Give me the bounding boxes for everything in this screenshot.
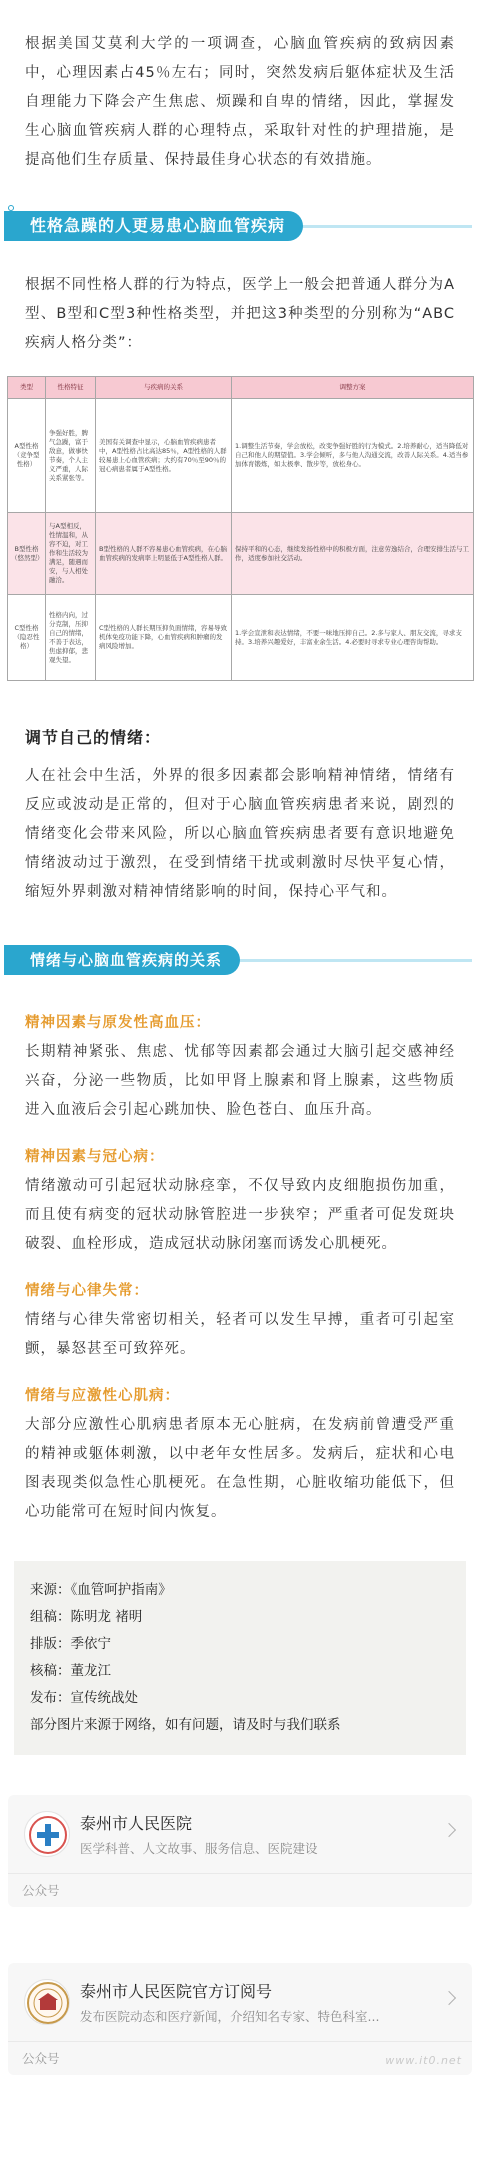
table-row <box>8 513 474 595</box>
emotion-item <box>0 1277 480 1364</box>
emotion-item-heading: 情绪与应激性心肌病： <box>25 1388 180 1404</box>
chevron-right-icon <box>442 1991 456 2005</box>
table-cell-traits: 与A型相反，性情温和，从容不迫，对工作和生活较为满足，随遇而安，与人相处融洽。 <box>46 513 96 595</box>
adjust-heading: 调节自己的情绪： <box>25 728 162 747</box>
adjust-paragraph: 人在社会中生活，外界的很多因素都会影响精神情绪，情绪有反应或波动是正常的，但对于心脑血管疾病患者来说，剧烈的情绪变化会带来风险，所以心脑血管疾病患者要有意识地避免情绪波动过于激烈，在受到情绪干扰或刺激时尽快平复心情，缩短外界刺激对精神情绪影响的时间，保持心平气和。 <box>25 768 455 900</box>
credit-line: 发布：宣传统战处 <box>30 1690 138 1706</box>
banner-decoration-line <box>226 959 472 962</box>
table-header: 与疾病的关系 <box>96 377 232 399</box>
emotion-item-heading: 精神因素与冠心病： <box>25 1149 165 1165</box>
account-type-label: 公众号 <box>8 2041 472 2075</box>
table-cell-advice: 1.调整生活节奏，学会放松，改变争强好胜的行为模式。2.培养耐心，适当降低对自己和他人的期望值。3.学会倾听，多与他人沟通交流，改善人际关系。4.适当参加体育锻炼，如太极拳、散步等，放松身心。 <box>232 399 474 513</box>
hospital-seal-icon <box>24 1979 70 2025</box>
account-description: 医学科普、人文故事、服务信息、医院建设 <box>80 1841 318 1856</box>
table-cell-relation: 美国有关调查中显示，心脑血管疾病患者中，A型性格占比高达85％，A型性格的人群较易患上心血管疾病；大约有70％至90％的冠心病患者属于A型性格。 <box>96 399 232 513</box>
table-header: 类型 <box>8 377 46 399</box>
emotion-item <box>0 1143 480 1259</box>
chevron-right-icon <box>442 1823 456 1837</box>
account-card-subscription[interactable] <box>8 1963 472 2075</box>
credit-line: 排版：季依宁 <box>30 1636 111 1652</box>
account-card-hospital[interactable] <box>8 1795 472 1907</box>
table-cell-type: C型性格（隐忍性格） <box>8 595 46 681</box>
account-description: 发布医院动态和医疗新闻，介绍知名专家、特色科室... <box>80 2009 380 2024</box>
abc-personality-table <box>7 376 474 681</box>
table-cell-type: A型性格（竞争型性格） <box>8 399 46 513</box>
table-row <box>8 399 474 513</box>
emotion-item-text: 情绪与心律失常密切相关，轻者可以发生早搏，重者可引起室颤，暴怒甚至可致猝死。 <box>25 1312 455 1357</box>
account-card-main[interactable] <box>8 1963 472 2041</box>
table-cell-type: B型性格（悠然型） <box>8 513 46 595</box>
credit-line: 组稿：陈明龙 褚明 <box>30 1609 143 1625</box>
section-banner-emotion <box>0 941 480 981</box>
table-cell-relation: C型性格的人群长期压抑负面情绪，容易导致机体免疫功能下降，心血管疾病和肿瘤的发病风险增加。 <box>96 595 232 681</box>
personality-intro-paragraph: 根据不同性格人群的行为特点，医学上一般会把普通人群分为A型、B型和C型3种性格类型，并把这3种类型的分别称为“ABC疾病人格分类”： <box>25 277 455 351</box>
account-type-label: 公众号 <box>8 1873 472 1907</box>
credit-line: 核稿：董龙江 <box>30 1663 111 1679</box>
table-cell-traits: 性格内向，过分克制，压抑自己的情绪，不善于表达，焦虑抑郁，悲观失望。 <box>46 595 96 681</box>
emotion-item-text: 大部分应激性心肌病患者原本无心脏病，在发病前曾遭受严重的精神或躯体刺激，以中老年女性居多。发病后，症状和心电图表现类似急性心肌梗死。在急性期，心脏收缩功能低下，但心功能常可在短时间内恢复。 <box>25 1417 455 1520</box>
intro-paragraph: 根据美国艾莫利大学的一项调查，心脑血管疾病的致病因素中，心理因素占45％左右；同时，突然发病后躯体症状及生活自理能力下降会产生焦虑、烦躁和自卑的情绪，因此，掌握发生心脑血管疾病人群的心理特点，采取针对性的护理措施，是提高他们生存质量、保持最佳身心状态的有效措施。 <box>25 36 455 168</box>
banner-decoration-dot <box>8 205 14 211</box>
table-row <box>8 595 474 681</box>
watermark: www.it0.net <box>385 2054 462 2067</box>
account-name: 泰州市人民医院官方订阅号 <box>80 1982 273 2001</box>
emotion-item-heading: 精神因素与原发性高血压： <box>25 1015 211 1031</box>
credit-line: 部分图片来源于网络，如有问题，请及时与我们联系 <box>30 1717 341 1733</box>
emotion-item-text: 长期精神紧张、焦虑、忧郁等因素都会通过大脑引起交感神经兴奋，分泌一些物质，比如甲肾上腺素和肾上腺素，这些物质进入血液后会引起心跳加快、脸色苍白、血压升高。 <box>25 1044 455 1118</box>
hospital-logo-icon <box>24 1811 70 1857</box>
table-cell-traits: 争强好胜，脾气急躁，富于敌意，做事快节奏，个人主义严重，人际关系紧张等。 <box>46 399 96 513</box>
section-title: 情绪与心脑血管疾病的关系 <box>4 945 240 975</box>
emotion-item-heading: 情绪与心律失常： <box>25 1283 149 1299</box>
emotion-item-text: 情绪激动可引起冠状动脉痉挛，不仅导致内皮细胞损伤加重，而且使有病变的冠状动脉管腔进一步狭窄；严重者可促发斑块破裂、血栓形成，造成冠状动脉闭塞而诱发心肌梗死。 <box>25 1178 455 1252</box>
emotion-item <box>0 1382 480 1527</box>
credits-box <box>14 1561 466 1755</box>
table-header: 调整方案 <box>232 377 474 399</box>
emotion-item <box>0 1009 480 1125</box>
table-cell-relation: B型性格的人群不容易患心血管疾病，在心脑血管疾病的发病率上明显低于A型性格人群。 <box>96 513 232 595</box>
table-cell-advice: 1.学会宣泄和表达情绪，不要一味地压抑自己。2.多与家人、朋友交流，寻求支持。3.培养兴趣爱好，丰富业余生活。4.必要时寻求专业心理咨询帮助。 <box>232 595 474 681</box>
account-card-main[interactable] <box>8 1795 472 1873</box>
section-banner-personality <box>0 201 480 253</box>
bottom-spacer <box>0 2075 480 2087</box>
credit-line: 来源：《血管呵护指南》 <box>30 1582 172 1598</box>
account-name: 泰州市人民医院 <box>80 1814 193 1833</box>
table-cell-advice: 保持平和的心态，继续发扬性格中的积极方面，注意劳逸结合，合理安排生活与工作，适度参加社交活动。 <box>232 513 474 595</box>
section-title: 性格急躁的人更易患心脑血管疾病 <box>4 211 303 241</box>
table-header: 性格特征 <box>46 377 96 399</box>
